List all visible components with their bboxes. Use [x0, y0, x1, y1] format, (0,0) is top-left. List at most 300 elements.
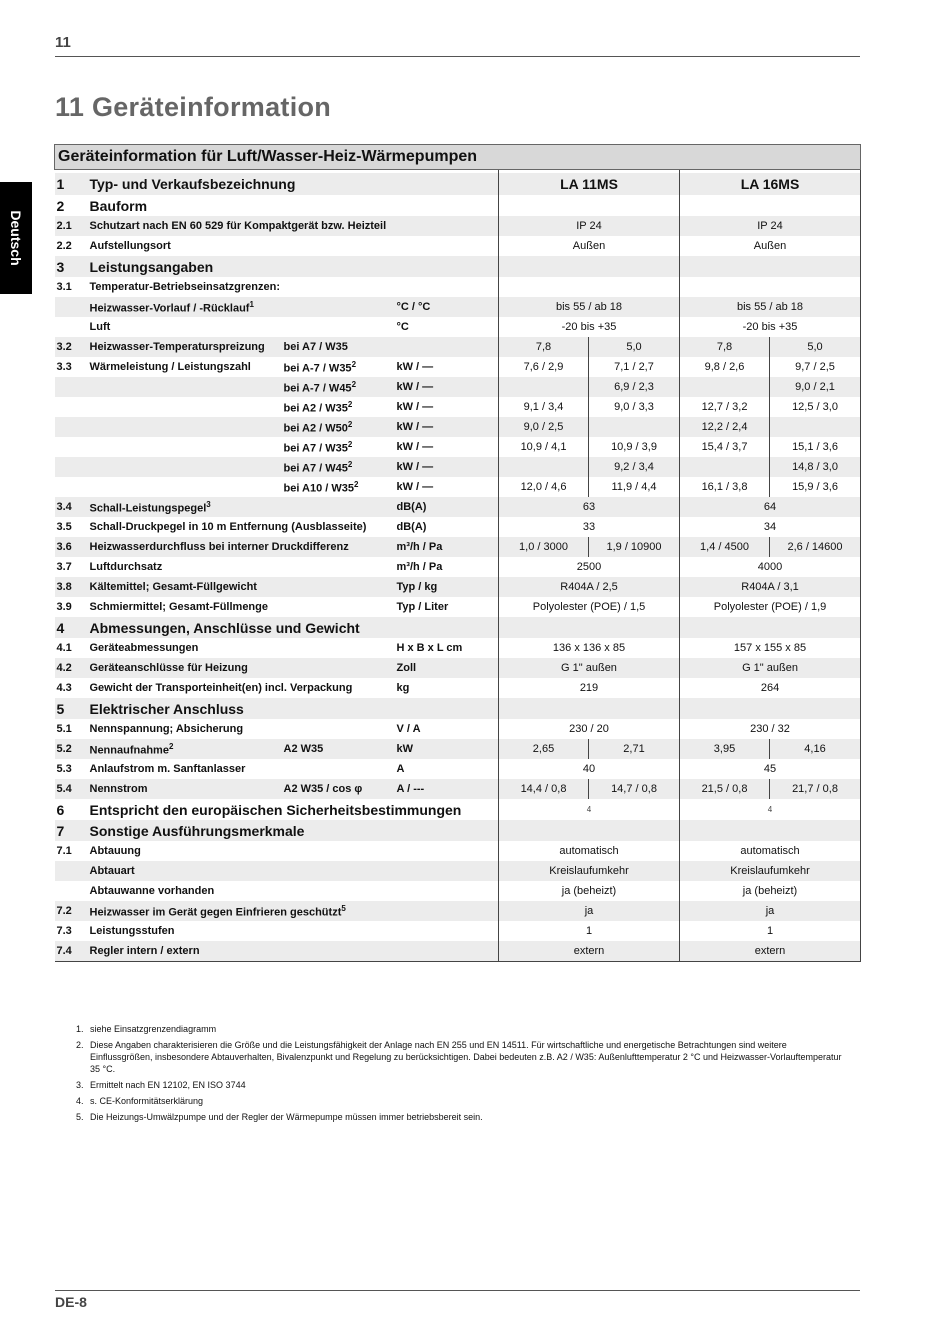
row-number: 4.3: [56, 682, 72, 694]
page-number-bottom: DE-8: [55, 1294, 87, 1310]
value-cell: 10,9 / 4,1: [499, 437, 589, 457]
value-cell: 3,95: [680, 739, 770, 759]
value-cell: automatisch: [499, 841, 680, 861]
row-condition-text: A2 W35: [283, 743, 324, 755]
value-cell: [499, 457, 589, 477]
row-label-text: Schall-Leistungspegel: [89, 502, 207, 515]
value-cell: [499, 698, 680, 719]
value-cell: [770, 417, 861, 437]
row-number: [55, 437, 87, 457]
row-label-text: Geräteabmessungen: [89, 642, 199, 654]
table-row: [55, 357, 861, 377]
footnote-ref: 5: [341, 903, 346, 913]
value-cell: 15,9 / 3,6: [770, 477, 861, 497]
row-label: [87, 799, 499, 820]
footnote-ref: 2: [347, 459, 353, 469]
row-number: [55, 861, 87, 881]
table-title-row: [55, 145, 861, 170]
footnote-number: 2.: [76, 1040, 84, 1050]
row-label: [87, 577, 394, 597]
value-cell: Kreislaufumkehr: [680, 861, 861, 881]
value-cell: 1,0 / 3000: [499, 537, 589, 557]
value-cell: 1: [680, 921, 861, 941]
row-label-text: Abmessungen, Anschlüsse und Gewicht: [89, 619, 360, 636]
value-cell: 2,71: [589, 739, 680, 759]
table-row: [55, 901, 861, 921]
table-row: [55, 841, 861, 861]
table-row: [55, 597, 861, 617]
row-label-text: Leistungsstufen: [89, 925, 175, 937]
value-cell: [499, 195, 680, 216]
value-cell: 2,65: [499, 739, 589, 759]
value-cell: ja: [499, 901, 680, 921]
row-number: 7: [55, 820, 87, 841]
table-row: [55, 941, 861, 962]
row-label-text: Wärmeleistung / Leistungszahl: [89, 361, 251, 373]
footnote-text: s. CE-Konformitätserklärung: [90, 1096, 204, 1106]
value-cell: 230 / 20: [499, 719, 680, 739]
table-row: [55, 417, 861, 437]
row-label: [87, 357, 281, 377]
value-cell: 14,4 / 0,8: [499, 779, 589, 799]
value-cell: -20 bis +35: [680, 317, 861, 337]
footnote-text: Diese Angaben charakterisieren die Größe und die Leistungsfähigkeit der Anlage nach EN 255 und EN 14511. Für wirtschaftliche und energetische Betrachtungen sind weitere Einflussgrößen, insbesondere Abtauverhalten, Bivalenzpunkt und Regelung zu berücksichtigen. Dabei bedeuten z.B. A2 / W35: Außenlufttemperatur 2 °C und Heizwasser-Vorlauftemperatur 35 °C.: [90, 1040, 842, 1074]
row-label-text: Leistungsangaben: [89, 258, 214, 275]
table-row: [55, 779, 861, 799]
table-row: [55, 678, 861, 698]
value-cell: 21,5 / 0,8: [680, 779, 770, 799]
row-number: 7.4: [55, 941, 87, 962]
value-cell: 264: [680, 678, 861, 698]
footnote-ref: 2: [347, 419, 353, 429]
row-label-text: Kältemittel; Gesamt-Füllgewicht: [89, 581, 257, 593]
value-cell: 15,1 / 3,6: [770, 437, 861, 457]
row-label: [87, 638, 394, 658]
row-label: [87, 216, 499, 236]
row-label: [87, 437, 281, 457]
chapter-title: 11 Geräteinformation: [55, 92, 332, 122]
row-label: [87, 277, 499, 297]
value-cell: bis 55 / ab 18: [680, 297, 861, 317]
row-label: [87, 941, 499, 962]
value-cell: [499, 820, 680, 841]
row-unit: m³/h / Pa: [396, 561, 443, 573]
row-label: [87, 457, 281, 477]
value-cell: 21,7 / 0,8: [770, 779, 861, 799]
value-cell: extern: [499, 941, 680, 962]
value-cell: 45: [680, 759, 861, 779]
row-label: [87, 497, 394, 517]
table-row: [55, 236, 861, 256]
row-number: 3.9: [56, 601, 72, 613]
row-label-text: Temperatur-Betriebseinsatzgrenzen:: [89, 281, 281, 293]
model-a-heading: LA 11MS: [499, 173, 680, 195]
value-cell: 7,6 / 2,9: [499, 357, 589, 377]
row-label-text: Elektrischer Anschluss: [89, 700, 244, 717]
value-cell: 4,16: [770, 739, 861, 759]
row-label-text: Schall-Druckpegel in 10 m Entfernung (Ausblasseite): [89, 521, 367, 533]
row-label-text: Heizwasser-Vorlauf / -Rücklauf: [89, 302, 250, 315]
row-label-text: Aufstellungsort: [89, 240, 171, 252]
row-unit: kg: [396, 682, 410, 694]
row-condition: [281, 779, 394, 799]
row-number: 2.2: [56, 240, 72, 252]
row-condition-text: bei A2 / W50: [283, 422, 348, 435]
row-label: [87, 377, 281, 397]
row-label: [87, 317, 394, 337]
footnote-number: 4.: [76, 1096, 84, 1106]
row-label-text: Regler intern / extern: [89, 945, 200, 957]
value-cell: R404A / 3,1: [680, 577, 861, 597]
table-row: [55, 799, 861, 820]
table-header-row: [55, 173, 861, 195]
value-cell: 33: [499, 517, 680, 537]
table-row: [55, 921, 861, 941]
table-row: [55, 698, 861, 719]
row-condition-text: A2 W35 / cos φ: [283, 783, 363, 795]
value-cell: [680, 457, 770, 477]
value-cell: 14,7 / 0,8: [589, 779, 680, 799]
row-number: 3.2: [55, 337, 87, 357]
table-row: [55, 617, 861, 638]
row-number: 5: [55, 698, 87, 719]
row-number: [55, 297, 87, 317]
row-condition: [281, 739, 394, 759]
footnote-ref: 1: [249, 299, 254, 309]
row-unit: V / A: [396, 723, 421, 735]
language-side-tab: [0, 182, 32, 294]
row-unit: °C / °C: [394, 297, 499, 317]
row-unit: °C: [396, 321, 409, 333]
row-unit: A: [396, 763, 405, 775]
table-row: [55, 739, 861, 759]
value-cell: [680, 377, 770, 397]
row-unit: Typ / kg: [394, 577, 499, 597]
value-cell: ja (beheizt): [680, 881, 861, 901]
table-row: [55, 377, 861, 397]
row-label: [87, 337, 281, 357]
row-label-text: Abtauart: [89, 865, 135, 877]
row-unit: dB(A): [394, 497, 499, 517]
row-number: 7.3: [56, 925, 72, 937]
bottom-rule: [55, 1290, 860, 1291]
row-label-text: Heizwasser-Temperaturspreizung: [89, 341, 265, 353]
row-label: [87, 477, 281, 497]
table-row: [55, 577, 861, 597]
row-label-text: Nennstrom: [89, 783, 148, 795]
footnotes: [76, 1023, 846, 1127]
table-row: [55, 297, 861, 317]
row-condition-text: bei A10 / W35: [283, 482, 355, 495]
row-unit: Typ / Liter: [396, 601, 449, 613]
row-number: [55, 457, 87, 477]
value-cell: 230 / 32: [680, 719, 861, 739]
table-row: [55, 638, 861, 658]
footnote: [76, 1023, 846, 1035]
footnote-ref: 2: [354, 479, 359, 489]
row-unit: H x B x L cm: [396, 642, 463, 654]
value-cell: 15,4 / 3,7: [680, 437, 770, 457]
row-number: 2.1: [55, 216, 87, 236]
row-label: [87, 759, 394, 779]
row-label: [87, 297, 394, 317]
model-b-heading: LA 16MS: [680, 173, 861, 195]
value-cell: bis 55 / ab 18: [499, 297, 680, 317]
row-number: 5.1: [56, 723, 72, 735]
row-unit: Zoll: [394, 658, 499, 678]
row-label: [87, 881, 499, 901]
row-number: 3.5: [56, 521, 72, 533]
value-cell: 14,8 / 3,0: [770, 457, 861, 477]
row-label: [87, 195, 499, 216]
row-label: [87, 820, 499, 841]
row-number: 3: [55, 256, 87, 277]
value-cell: [499, 256, 680, 277]
value-cell: 12,5 / 3,0: [770, 397, 861, 417]
row-condition-text: bei A-7 / W35: [283, 362, 352, 375]
row-label-text: Sonstige Ausführungsmerkmale: [89, 822, 305, 839]
row-label: [87, 557, 394, 577]
value-cell: 40: [499, 759, 680, 779]
table-row: [55, 658, 861, 678]
table-row: [55, 397, 861, 417]
row-number: 4.1: [56, 642, 72, 654]
row-label: [87, 678, 394, 698]
value-cell: Außen: [499, 236, 680, 256]
value-cell: R404A / 2,5: [499, 577, 680, 597]
table-row: [55, 277, 861, 297]
row-label: [87, 921, 499, 941]
table-row: [55, 820, 861, 841]
value-cell: 4: [499, 799, 680, 820]
row-number: 3.8: [55, 577, 87, 597]
row-condition-text: bei A7 / W35: [283, 341, 348, 353]
row-unit: kW / —: [396, 441, 434, 453]
row-number: 4: [55, 617, 87, 638]
value-cell: automatisch: [680, 841, 861, 861]
row-condition: [281, 357, 394, 377]
footnote-ref: 2: [351, 379, 357, 389]
row-label: [87, 256, 499, 277]
table-row: [55, 557, 861, 577]
table-row: [55, 497, 861, 517]
value-cell: 9,0 / 2,1: [770, 377, 861, 397]
value-cell: 2500: [499, 557, 680, 577]
value-cell: 2,6 / 14600: [770, 537, 861, 557]
value-cell: 10,9 / 3,9: [589, 437, 680, 457]
row-number: [55, 477, 87, 497]
row-unit: kW: [394, 739, 499, 759]
row-label: [87, 537, 394, 557]
row-label-text: Anlaufstrom m. Sanftanlasser: [89, 763, 246, 775]
row-unit: A / ---: [394, 779, 499, 799]
footnote-ref: 2: [168, 741, 174, 751]
row-label-text: Gewicht der Transporteinheit(en) incl. Verpackung: [89, 682, 353, 694]
row-label-text: Nennaufnahme: [89, 744, 169, 757]
footnote-ref: 2: [351, 359, 357, 369]
footnote: [76, 1039, 846, 1075]
table-row: [55, 317, 861, 337]
value-cell: 63: [499, 497, 680, 517]
row-label: [87, 517, 394, 537]
row-number: 7.1: [56, 845, 72, 857]
value-cell: ja: [680, 901, 861, 921]
row-condition: [281, 417, 394, 437]
value-cell: G 1" außen: [680, 658, 861, 678]
value-cell: 9,1 / 3,4: [499, 397, 589, 417]
row-unit: kW / —: [394, 417, 499, 437]
row-number: 3.6: [55, 537, 87, 557]
row-number: [55, 417, 87, 437]
value-cell: 4000: [680, 557, 861, 577]
row-label-text: Schutzart nach EN 60 529 für Kompaktgerät bzw. Heizteil: [89, 220, 387, 232]
value-cell: 219: [499, 678, 680, 698]
value-cell: ja (beheizt): [499, 881, 680, 901]
value-cell: [499, 277, 680, 297]
value-cell: 157 x 155 x 85: [680, 638, 861, 658]
row-condition: [281, 477, 394, 497]
row-label: [87, 397, 281, 417]
value-cell: 9,7 / 2,5: [770, 357, 861, 377]
row-label: [87, 698, 499, 719]
row-label: [87, 597, 394, 617]
value-cell: [680, 195, 861, 216]
table-row: [55, 517, 861, 537]
value-cell: -20 bis +35: [499, 317, 680, 337]
row-number: 3.1: [56, 281, 72, 293]
value-cell: [680, 617, 861, 638]
table-row: [55, 719, 861, 739]
row-label: [87, 739, 281, 759]
row-condition: [281, 457, 394, 477]
value-cell: 5,0: [589, 337, 680, 357]
row-number: 3.3: [56, 361, 72, 373]
row-number: 4.2: [55, 658, 87, 678]
value-cell: 6,9 / 2,3: [589, 377, 680, 397]
value-cell: 7,1 / 2,7: [589, 357, 680, 377]
footnote: [76, 1111, 846, 1123]
footnote-number: 5.: [76, 1112, 84, 1122]
row-label-text: Heizwasser im Gerät gegen Einfrieren geschützt: [89, 906, 342, 919]
row-number: 6: [56, 801, 65, 818]
table-row: [55, 537, 861, 557]
footnote-text: Die Heizungs-Umwälzpumpe und der Regler der Wärmepumpe müssen immer betriebsbereit sein.: [90, 1112, 483, 1122]
row-unit: dB(A): [396, 521, 427, 533]
value-cell: IP 24: [499, 216, 680, 236]
table-row: [55, 759, 861, 779]
row-label-text: Entspricht den europäischen Sicherheitsbestimmungen: [89, 801, 462, 818]
table-row: [55, 881, 861, 901]
row-label: [87, 779, 281, 799]
table-row: [55, 477, 861, 497]
top-rule: [55, 56, 860, 57]
row-label-text: Nennspannung; Absicherung: [89, 723, 244, 735]
value-cell: Außen: [680, 236, 861, 256]
row-label-text: Luftdurchsatz: [89, 561, 163, 573]
row-number: 7.2: [55, 901, 87, 921]
value-cell: Kreislaufumkehr: [499, 861, 680, 881]
value-cell: Polyolester (POE) / 1,5: [499, 597, 680, 617]
row-condition: [281, 437, 394, 457]
value-cell: 5,0: [770, 337, 861, 357]
value-cell: [680, 277, 861, 297]
row-label-text: Heizwasserdurchfluss bei interner Druckdifferenz: [89, 541, 349, 553]
row-label: [87, 617, 499, 638]
row-condition: [281, 377, 394, 397]
row-label-text: Abtauwanne vorhanden: [89, 885, 215, 897]
value-cell: [680, 698, 861, 719]
value-cell: 1,9 / 10900: [589, 537, 680, 557]
spec-table: [54, 144, 861, 962]
row-condition-text: bei A2 / W35: [283, 402, 348, 415]
value-cell: [680, 820, 861, 841]
row-label-text: Bauform: [89, 197, 148, 214]
row-label: [87, 719, 394, 739]
value-cell: [589, 417, 680, 437]
table-row: [55, 256, 861, 277]
row-label: [87, 841, 499, 861]
footnote-number: 1.: [76, 1024, 84, 1034]
value-cell: 9,8 / 2,6: [680, 357, 770, 377]
row-condition: [281, 397, 394, 417]
row-number: 3.7: [56, 561, 72, 573]
row-condition-text: bei A7 / W35: [283, 442, 348, 455]
value-cell: G 1" außen: [499, 658, 680, 678]
footnote: [76, 1095, 846, 1107]
value-cell: 12,7 / 3,2: [680, 397, 770, 417]
row-unit: kW / —: [396, 361, 434, 373]
side-tab-label: Deutsch: [8, 210, 24, 266]
row-unit: kW / —: [396, 401, 434, 413]
row-number: 1: [55, 173, 87, 195]
row-number: 3.4: [55, 497, 87, 517]
value-cell: 12,2 / 2,4: [680, 417, 770, 437]
value-cell: 136 x 136 x 85: [499, 638, 680, 658]
row-condition-text: bei A-7 / W45: [283, 382, 352, 395]
row-unit: m³/h / Pa: [394, 537, 499, 557]
row-label: Typ- und Verkaufsbezeichnung: [87, 173, 499, 195]
footnote-ref: 3: [206, 499, 211, 509]
value-cell: 7,8: [680, 337, 770, 357]
footnote-ref: 2: [347, 399, 353, 409]
value-cell: 64: [680, 497, 861, 517]
value-cell: 9,2 / 3,4: [589, 457, 680, 477]
row-label: [87, 236, 499, 256]
row-number: 5.2: [55, 739, 87, 759]
row-condition: [281, 337, 394, 357]
value-cell: 16,1 / 3,8: [680, 477, 770, 497]
value-cell: 9,0 / 3,3: [589, 397, 680, 417]
footnote-ref: 2: [347, 439, 353, 449]
footnote-number: 3.: [76, 1080, 84, 1090]
row-label-text: Geräteanschlüsse für Heizung: [89, 662, 248, 674]
row-number: [55, 881, 87, 901]
row-label: [87, 861, 499, 881]
table-row: [55, 861, 861, 881]
row-label: [87, 658, 394, 678]
row-label: [87, 417, 281, 437]
value-cell: [499, 617, 680, 638]
value-cell: 1: [499, 921, 680, 941]
value-cell: 11,9 / 4,4: [589, 477, 680, 497]
footnote-text: siehe Einsatzgrenzendiagramm: [90, 1024, 217, 1034]
row-number: [55, 317, 87, 337]
value-cell: IP 24: [680, 216, 861, 236]
row-unit: kW / —: [394, 377, 499, 397]
value-cell: 34: [680, 517, 861, 537]
row-number: [55, 377, 87, 397]
row-number: 5.4: [55, 779, 87, 799]
